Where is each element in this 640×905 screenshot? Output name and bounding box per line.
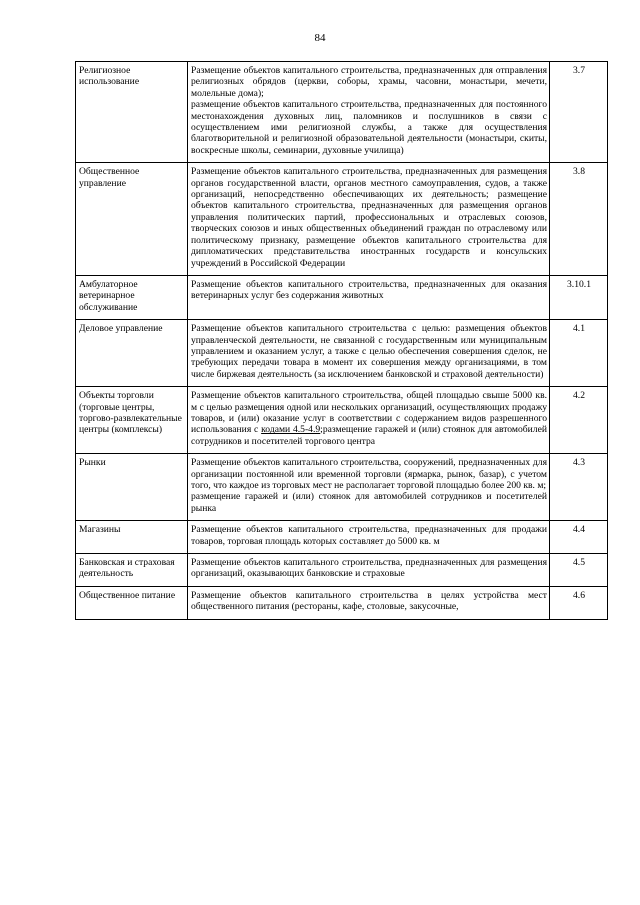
use-description-cell	[188, 387, 550, 454]
description-paragraph: Размещение объектов капитального строительства, предназначенных для оказания ветеринарных услуг без содержания животных	[191, 278, 547, 302]
use-code-cell: 3.10.1	[550, 275, 608, 319]
use-description-cell	[188, 586, 550, 619]
table-row	[76, 521, 608, 554]
use-name-cell: Объекты торговли (торговые центры, торгово-развлекательные центры (комплексы)	[76, 387, 188, 454]
use-description-cell	[188, 320, 550, 387]
use-name-cell: Банковская и страховая деятельность	[76, 554, 188, 587]
use-description-cell	[188, 163, 550, 276]
use-name-cell: Магазины	[76, 521, 188, 554]
description-paragraph: Размещение объектов капитального строительства с целью: размещения объектов управленческой деятельности, не связанной с государственным или муниципальным управлением и оказанием услуг, а также с целью обеспечения совершения сделок, не требующих передачи товара в момент их совершения между организациями, в том числе биржевая деятельность (за исключением банковской и страховой деятельности)	[191, 323, 547, 380]
table-row	[76, 454, 608, 521]
page-number: 84	[314, 32, 326, 44]
table-row	[76, 275, 608, 319]
use-code-cell: 3.7	[550, 62, 608, 163]
use-description-cell	[188, 521, 550, 554]
table-row	[76, 62, 608, 163]
use-code-cell: 3.8	[550, 163, 608, 276]
use-code-cell: 4.4	[550, 521, 608, 554]
use-code-cell: 4.1	[550, 320, 608, 387]
codes-link[interactable]: кодами 4.5-4.9	[261, 424, 321, 436]
description-text: Размещение объектов капитального строительства, общей площадью свыше 5000 кв. м с целью размещения одной или нескольких организаций, осуществляющих продажу товаров, и (или) оказание услуг в соответствии с содержанием видов разрешенного использования с	[191, 390, 547, 436]
use-name-cell: Амбулаторное ветеринарное обслуживание	[76, 275, 188, 319]
table-row	[76, 320, 608, 387]
use-name-cell: Общественное управление	[76, 163, 188, 276]
use-name-cell: Религиозное использование	[76, 62, 188, 163]
use-code-cell: 4.5	[550, 554, 608, 587]
description-paragraph: размещение гаражей и (или) стоянок для автомобилей сотрудников и посетителей рынка	[191, 491, 547, 514]
use-description-cell	[188, 454, 550, 521]
table-row	[76, 387, 608, 454]
table-row	[76, 586, 608, 619]
table-row	[76, 163, 608, 276]
use-description-cell	[188, 275, 550, 319]
description-text: ;размещение гаражей и (или) стоянок для автомобилей сотрудников и посетителей торгового центра	[191, 424, 547, 447]
use-code-cell: 4.2	[550, 387, 608, 454]
table-row	[76, 554, 608, 587]
description-paragraph: Размещение объектов капитального строительства, предназначенных для размещения организаций, оказывающих банковские и страховые	[191, 557, 547, 580]
description-paragraph: Размещение объектов капитального строительства, предназначенных для размещения органов государственной власти, органов местного самоуправления, судов, а также организаций, непосредственно обеспечивающих их деятельность; размещение объектов капитального строительства, предназначенных для размещения органов управления политических партий, профессиональных и отраслевых союзов, творческих союзов и иных общественных объединений граждан по отраслевому или политическому признаку, размещение объектов капитального строительства для дипломатических представительства иностранных государств и консульских учреждений в Российской Федерации	[191, 166, 547, 269]
description-paragraph: размещение объектов капитального строительства, предназначенных для постоянного местонахождения духовных лиц, паломников и послушников в связи с осуществлением ими религиозной службы, а также для осуществления благотворительной и религиозной образовательной деятельности (монастыри, скиты, воскресные школы, семинарии, духовные училища)	[191, 99, 547, 156]
use-name-cell: Рынки	[76, 454, 188, 521]
description-paragraph: Размещение объектов капитального строительства в целях устройства мест общественного питания (рестораны, кафе, столовые, закусочные,	[191, 589, 547, 613]
use-code-cell: 4.3	[550, 454, 608, 521]
description-paragraph: Размещение объектов капитального строительства, сооружений, предназначенных для организации постоянной или временной торговли (ярмарка, рынок, базар), с учетом того, что каждое из торговых мест не располагает торговой площадью более 200 кв. м;	[191, 457, 547, 491]
use-name-cell: Общественное питание	[76, 586, 188, 619]
use-description-cell	[188, 554, 550, 587]
use-description-cell	[188, 62, 550, 163]
use-code-cell: 4.6	[550, 586, 608, 619]
description-paragraph: Размещение объектов капитального строительства, предназначенных для продажи товаров, торговая площадь которых составляет до 5000 кв. м	[191, 524, 547, 547]
use-name-cell: Деловое управление	[76, 320, 188, 387]
description-paragraph: Размещение объектов капитального строительства, предназначенных для отправления религиозных обрядов (церкви, соборы, храмы, часовни, монастыри, мечети, молельные дома);	[191, 65, 547, 99]
land-use-table	[75, 61, 608, 620]
